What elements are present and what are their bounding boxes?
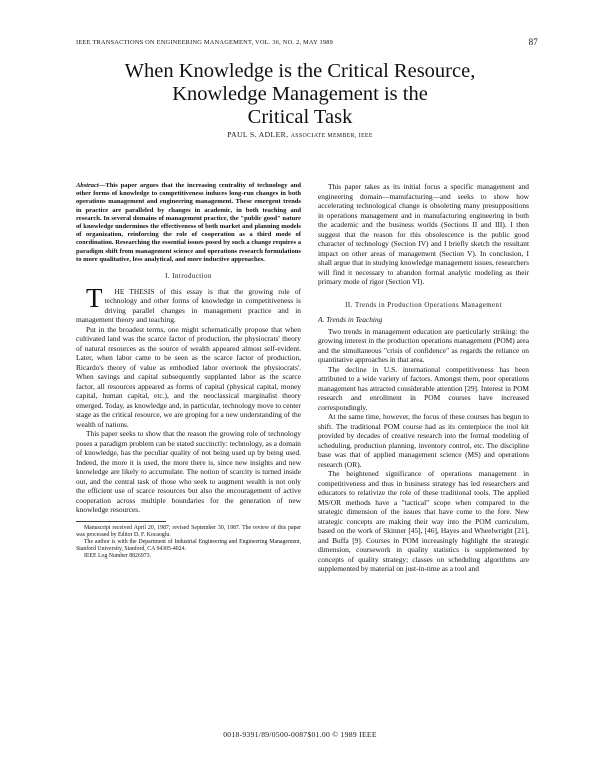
page-number: 87 [528,37,538,47]
abstract-text: —This paper argues that the increasing centrality of technology and other forms of knowledge to competitiveness induces long-run changes in both operations management and engineering management. These emergent trends in practice are paralleled by changes in academic, in both teaching and research. In several domains of management practice, the "public good" nature of knowledge undermines the effectiveness of both market and planning models of organization, reinforcing the role of cooperation as a third mode of coordination. Researching the essential issues posed by such a change requires a paradigm shift from management science and operations research formulations to more qualitative, less analytical, and more inductive approaches. [76,182,301,263]
body-paragraph: This paper seeks to show that the reason the growing role of technology poses a paradigm problem can be stated succinctly: technology, as a domain of knowledge, has the peculiar quality of not being used up by being used. Indeed, the more it is used, the more there is, since new insights and new knowledge are likely to accumulate. The notion of scarcity is turned inside out, and the central task of those who seek to augment wealth is not only the efficient use of scarce resources but also the encouragement of active cooperation across multiple boundaries for the generation of new knowledge resources. [76,429,301,515]
copyright-line: 0018-9391/89/0500-0087$01.00 © 1989 IEEE [223,730,377,739]
running-header [76,39,538,46]
footnote: The author is with the Department of Industrial Engineering and Engineering Management, Stanford University, Stanford, CA 94305-4024. [76,538,301,552]
title-line-2: Knowledge Management is the [172,83,428,105]
body-paragraph: Put in the broadest terms, one might schematically propose that when cultivated land was the scarce factor of production, the physiocrats' theory of natural resources as the source of wealth appeared almost self-evident. Later, when labor came to be seen as the scarce factor of production, Ricardo's theory of value as embodied labor overtook the physiocrats'. When savings and capital subsequently supplanted labor as the scarce factor, all resources appeared as forms of capital (physical capital, money capital, human capital, etc.), and the neoclassical marginalist theory emerged. Today, as knowledge and, in particular, technology move to center stage as the critical resource, we are groping for a new understanding of the wealth of nations. [76,324,302,429]
title-line-3: Critical Task [247,106,353,128]
subsection-heading-teaching: A. Trends in Teaching [318,315,383,324]
body-paragraph: This paper takes as its initial focus a specific management and engineering domain—manufacturing—and seeks to show how accelerating technological change is obsoleting many presuppositions in operations management and in manufacturing engineering in both the academic and the business worlds (Sections II and III). I then suggest that the reason for this obsolescence is the public good character of technology (Section IV) and I briefly sketch the resultant impact on other areas of management (Section V). In conclusion, I shall argue that in studying knowledge management issues, researchers will find it necessary to abandon formal analytic modeling as their primary mode of rigor (Section VI). [318,182,529,286]
right-column [318,182,529,574]
body-paragraph: The heightened significance of operations management in competitiveness and thus in business strategy has led researchers and educators to relativize the role of these traditional tools. The applied MS/OR methods have a "tactical" scope when compared to the strategic dimension of the issues that have come to the fore. New strategic concepts are making their way into the POM curriculum, based on the work of Skinner [45], [46], Hayes and Wheelwright [21], and Buffa [9]. Courses in POM increasingly highlight the strategic dimension, coursework in quality statistics is supplemented by concepts of quality strategy; classes on scheduling algorithms are supplemented by material on just-in-time as a tool and [318,469,529,573]
footnotes [76,525,301,560]
footnote: IEEE Log Number 8826973. [84,552,151,559]
author-name: PAUL S. ADLER, [227,130,289,139]
author-affiliation: ASSOCIATE MEMBER, IEEE [290,133,373,139]
footnote-divider [76,521,166,522]
body-paragraph: At the same time, however, the focus of these courses has begun to shift. The traditional POM course had as its centerpiece the tool kit provided by decades of creative research into the formal modeling of scheduling, production planning, inventory control, etc. The discipline base was that of applied management science (MS) and operations research (OR). [318,412,529,469]
body-paragraph: THE THESIS of this essay is that the growing role of technology and other forms of knowledge in competitiveness is driving parallel changes in management practice and in management theory and teaching. [76,282,301,325]
body-paragraph: Two trends in management education are particularly striking: the growing interest in the production operations management (POM) area and the simultaneous "crisis of confidence" as regards the reliance on quantitative approaches in that area. [318,326,529,364]
left-column [76,182,301,560]
abstract-lead: Abstract [76,182,99,189]
body-paragraph: The decline in U.S. international competitiveness has been attributed to a wide variety of factors. Amongst them, poor operations management has attracted considerable attention [29]. Interest in POM research and enrollment in POM courses have increased correspondingly. [318,364,529,412]
footnote: Manuscript received April 20, 1987; revised September 30, 1987. The review of this paper was processed by Editor D. F. Kocaoglu. [76,524,301,538]
section-heading-trends: II. Trends in Production Operations Management [345,301,502,309]
title-line-1: When Knowledge is the Critical Resource, [124,60,476,82]
section-heading-introduction: I. Introduction [165,273,212,281]
abstract [76,182,301,264]
author-line [0,130,600,139]
journal-line: IEEE TRANSACTIONS ON ENGINEERING MANAGEMENT, VOL. 36, NO. 2, MAY 1989 [76,39,334,46]
paper-title [60,60,540,129]
